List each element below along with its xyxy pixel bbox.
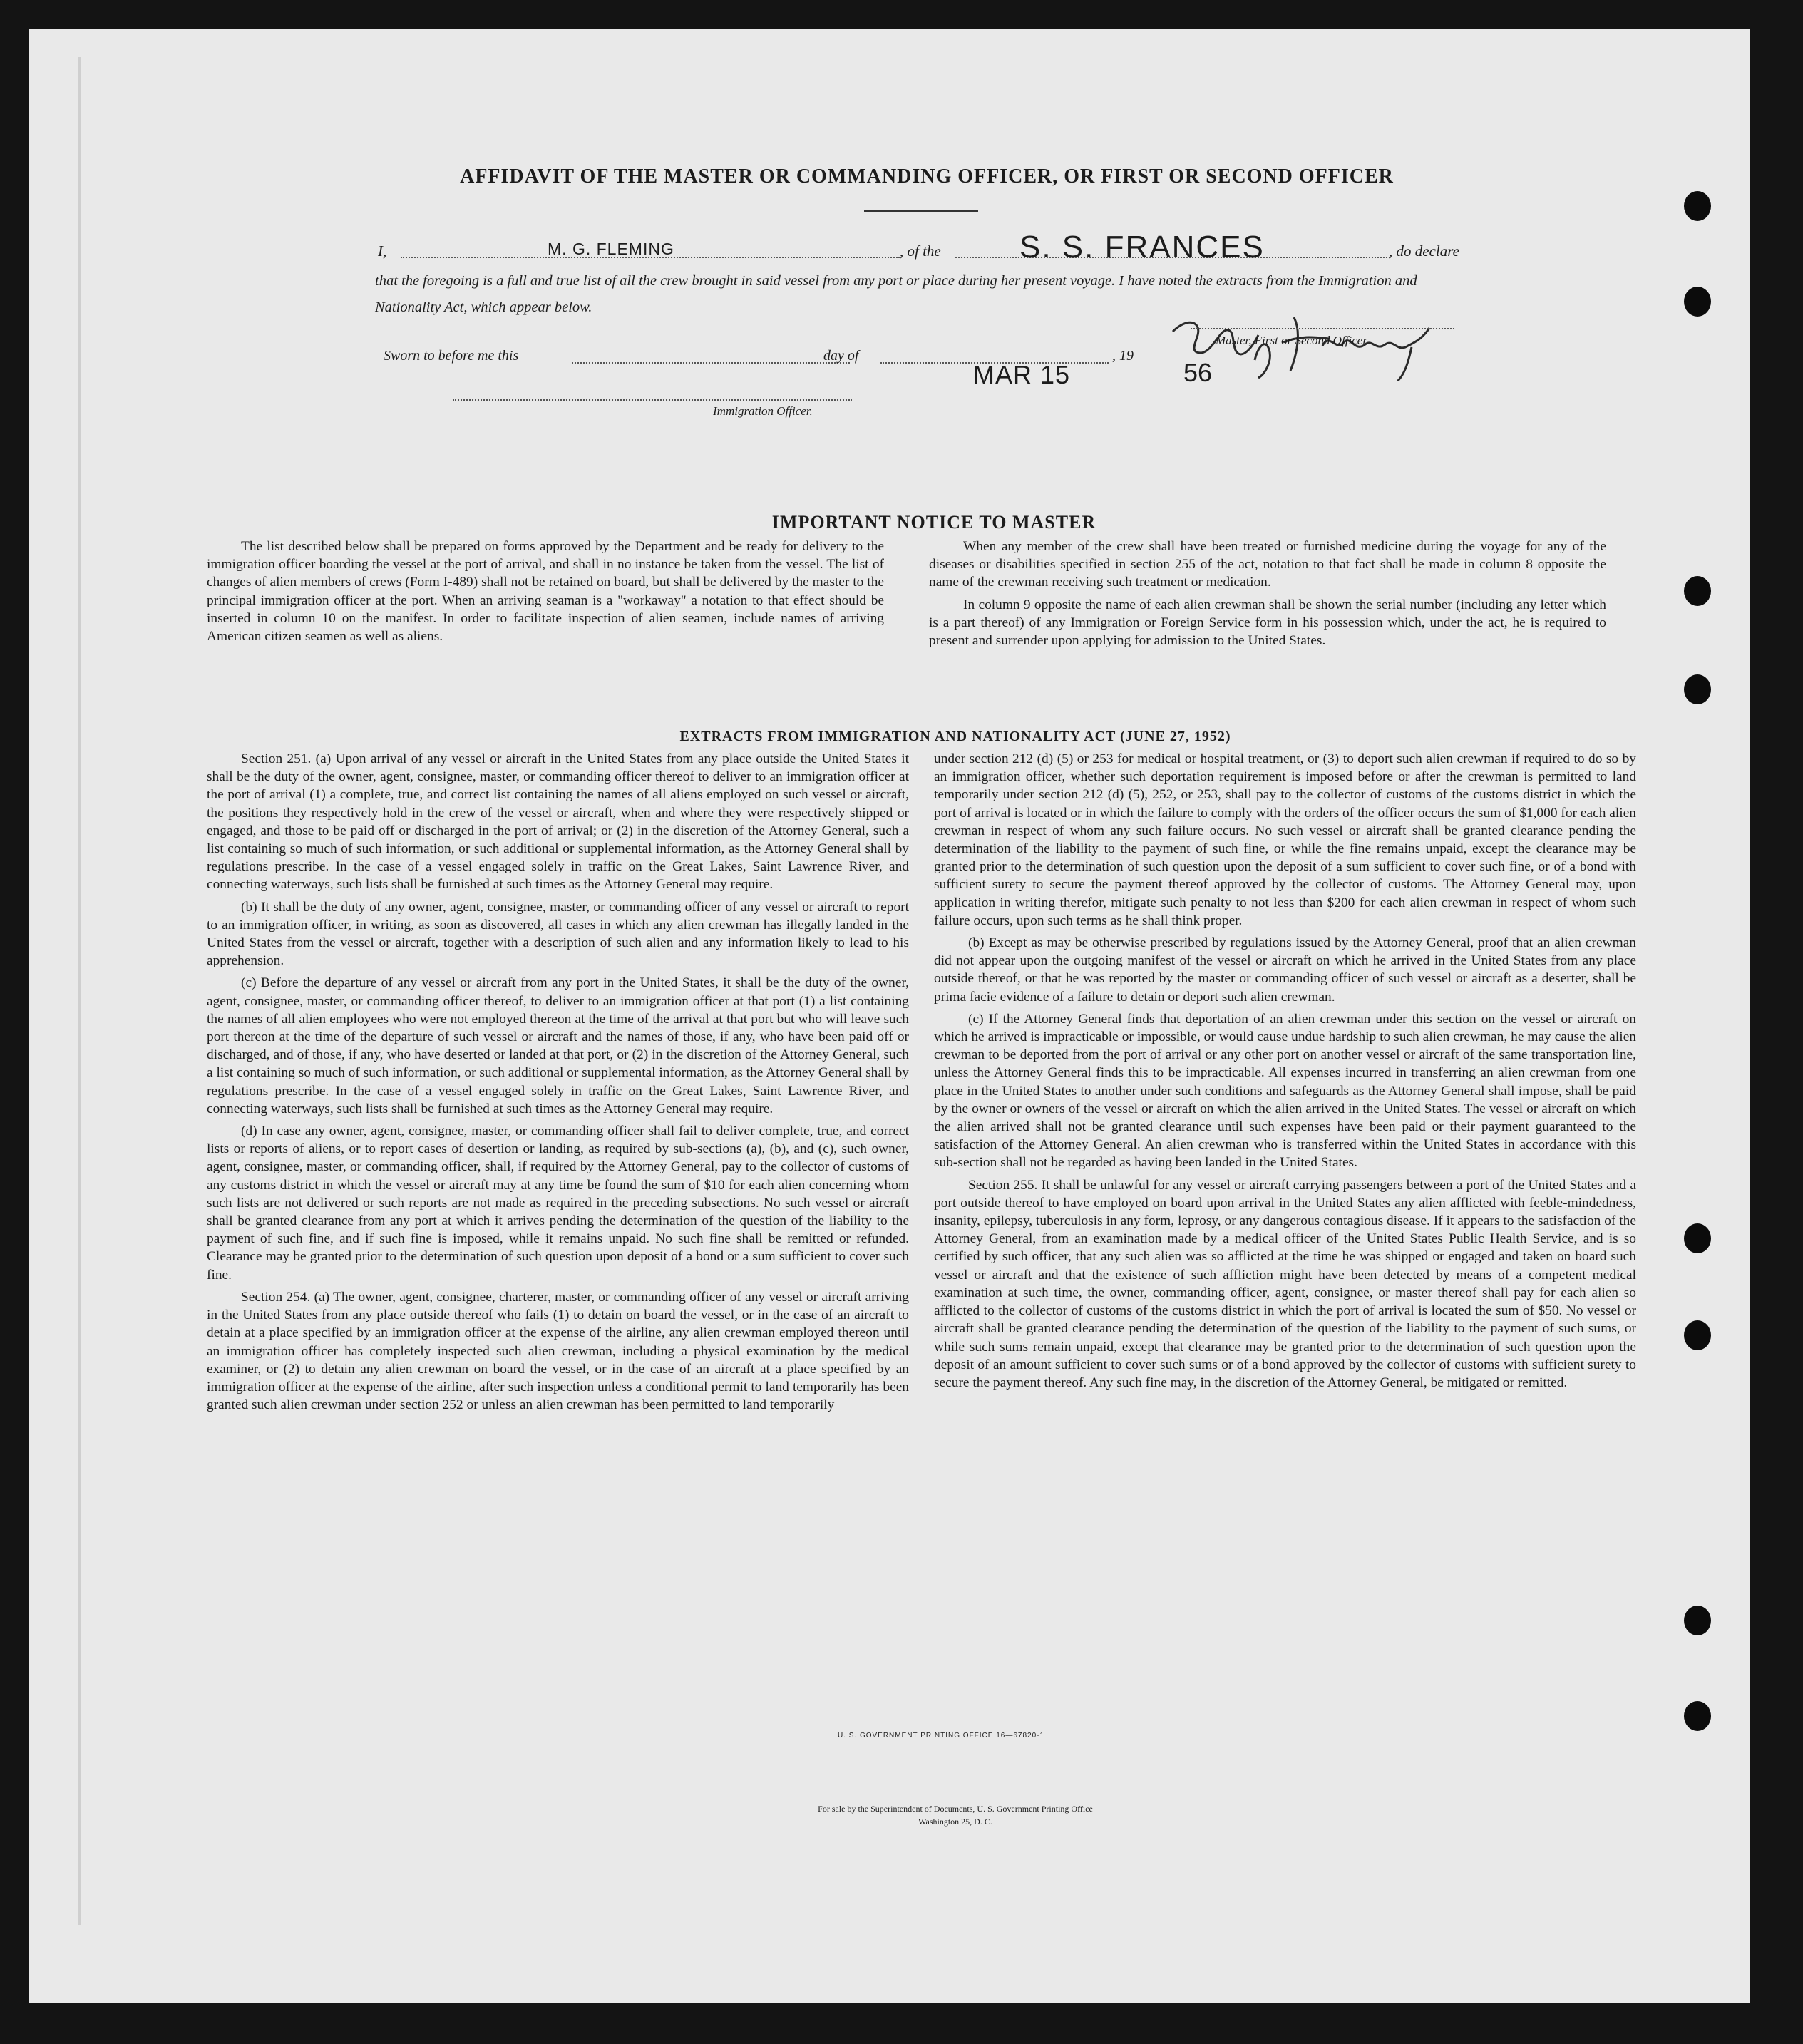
section-251c: (c) Before the departure of any vessel or aircraft from any port in the United States, it shall be the duty of the owner, agent, consignee, master, or commanding officer thereof, to deliver to an immigration officer at that port (1) a list containing the names of all alien employees who were not employed thereon at the time of the arrival at that port but who will leave such port thereon at the time of the departure of such vessel or aircraft and the names of those, if any, who have been paid off or discharged, and of those, if any, who have deserted or landed at that port, or (2) in the discretion of the Attorney General, such a list containing so much of such information, or such additional or supplemental information, as the Attorney General shall by regulations prescribe. In the case of a vessel engaged solely in traffic on the Great Lakes, Saint Lawrence River, and connecting waterways, such lists shall be furnished at such times as the Attorney General may require. (207, 975, 909, 1116)
sworn-day-line (572, 362, 850, 364)
section-254c: (c) If the Attorney General finds that deportation of an alien crewman under this section on the vessel or aircraft on which he arrived is impracticable or impossible, or would cause undue hardship to such alien crewman, he may cause the alien crewman to be deported from the port of arrival or any other port on another vessel or aircraft of the same transportation line, unless the Attorney General finds this to be impracticable. All expenses incurred in transferring an alien crewman from one place in the United States to another under such conditions and safeguards as the Attorney General shall impose, shall be paid by the owner or owners of the vessel or aircraft on which the alien arrived in the United States. The vessel or aircraft on which the alien arrived shall not be granted clearance until such expenses have been paid or their payment guaranteed to the satisfaction of the Attorney General. An alien crewman who is transferred within the United States in accordance with this sub-section shall not be regarded as having been landed in the United States. (934, 1011, 1636, 1171)
notice-left-paragraph: The list described below shall be prepared on forms approved by the Department and be ready for delivery to the immigration officer boarding the vessel at the port of arrival, and shall in no instance be taken from the vessel. The list of changes of alien members of crews (Form I-489) shall not be retained on board, but shall be delivered by the master to the principal immigration officer at the port. When an arriving seaman is a "workaway" a notation to that effect should be inserted in column 10 on the manifest. In order to facilitate inspection of alien seamen, include names of arriving American citizen seamen as well as aliens. (207, 539, 884, 644)
notice-title: IMPORTANT NOTICE TO MASTER (771, 512, 1096, 533)
section-251d: (d) In case any owner, agent, consignee, master, or commanding officer shall fail to deliver complete, true, and correct lists or reports of aliens, or to report cases of desertion or landing, as required by sub-sections (a), (b), and (c), such owner, agent, consignee, master, or commanding officer, shall, if required by the Attorney General, pay to the collector of customs of any customs district in which the vessel or aircraft may at any time be found the sum of $10 for each alien concerning whom such lists are not delivered or such reports are not made as required in the preceding subsections. No such vessel or aircraft shall be granted clearance from any port at which it arrives pending the determination of the question of the liability to the payment of such fine, and if such fine is imposed, while it remains unpaid. No such fine shall be remitted or refunded. Clearance may be granted prior to the determination of such question upon deposit of a bond or a sum sufficient to cover such fine. (207, 1124, 909, 1283)
master-name: M. G. FLEMING (548, 240, 674, 258)
sale-notice (635, 1802, 1276, 1828)
page-edge-shadow (78, 57, 81, 1925)
punch-hole (1684, 1701, 1711, 1731)
i-label: I, (378, 242, 387, 260)
officer-caption: Immigration Officer. (713, 404, 813, 418)
punch-hole (1684, 1320, 1711, 1350)
punch-hole (1684, 287, 1711, 317)
declaration-statement: that the foregoing is a full and true list of all the crew brought in said vessel from any port or place during her present voyage. I have noted the extracts from the Immigration and Nationality Act, which appear below. (375, 273, 1417, 315)
day-of-label: day of (823, 348, 859, 364)
of-the-label: , of the (900, 242, 941, 260)
notice-right-paragraph-1: When any member of the crew shall have been treated or furnished medicine during the voyage for any of the diseases or disabilities specified in section 255 of the act, notation to that fact shall be made in column 8 opposite the name of the crewman receiving such treatment or medication. (929, 539, 1606, 590)
punch-hole (1684, 674, 1711, 704)
form-page (29, 29, 1750, 2003)
punch-hole (1684, 191, 1711, 221)
sale-line-1: For sale by the Superintendent of Documents, U. S. Government Printing Office (818, 1804, 1093, 1814)
notice-right-paragraph-2: In column 9 opposite the name of each alien crewman shall be shown the serial number (including any letter which is a part thereof) of any Immigration or Foreign Service form in his possession which, under the act, he is required to present and surrender upon applying for admission to the United States. (929, 597, 1606, 649)
punch-hole (1684, 576, 1711, 606)
section-254a: Section 254. (a) The owner, agent, consignee, charterer, master, or commanding officer of any vessel or aircraft arriving in the United States from any place outside thereof who fails (1) to detain on board the vessel, or in the case of an aircraft to detain at a place specified by an immigration officer at the expense of the airline, any alien crewman employed thereon until an immigration officer has completely inspected such alien crewman, including a physical examination by the medical examiner, or (2) to detain any alien crewman on board the vessel, or in the case of an aircraft at a place specified by an immigration officer at the expense of the airline, after such inspection unless a conditional permit to land temporarily has been granted such alien crewman under section 252 or unless an alien crewman has been permitted to land temporarily (207, 1289, 909, 1413)
punch-hole (1684, 1223, 1711, 1253)
affidavit-title: AFFIDAVIT OF THE MASTER OR COMMANDING OFFICER, OR FIRST OR SECOND OFFICER (460, 165, 1394, 188)
extracts-right-column (934, 750, 1636, 1396)
master-caption: Master, First or Second Officer. (1216, 334, 1370, 347)
extracts-title: EXTRACTS FROM IMMIGRATION AND NATIONALITY ACT (JUNE 27, 1952) (679, 729, 1231, 744)
sale-line-2: Washington 25, D. C. (918, 1817, 992, 1827)
date-stamp: MAR 15 (973, 360, 1071, 389)
gpo-imprint: U. S. GOVERNMENT PRINTING OFFICE 16—67820-1 (837, 1732, 1045, 1740)
do-declare-label: , do declare (1389, 242, 1459, 260)
sworn-label: Sworn to before me this (384, 348, 519, 364)
section-251a: Section 251. (a) Upon arrival of any vessel or aircraft in the United States from any place outside the United States it shall be the duty of the owner, agent, consignee, master, or commanding officer thereof to deliver to an immigration officer at the port of arrival (1) a complete, true, and correct list containing the names of all aliens employed on such vessel or aircraft, the positions they respectively hold in the crew of the vessel or aircraft, when and where they were respectively shipped or engaged, and those to be paid off or discharged in the port of arrival; or (2) in the discretion of the Attorney General, such a list containing so much of such information, or such additional or supplemental information, as the Attorney General shall by regulations prescribe. In the case of a vessel engaged solely in traffic on the Great Lakes, Saint Lawrence River, and connecting waterways, such lists shall be furnished at such times as the Attorney General may require. (207, 751, 909, 893)
section-254b: (b) Except as may be otherwise prescribed by regulations issued by the Attorney General, proof that an alien crewman did not appear upon the outgoing manifest of the vessel or aircraft on which he arrived in the United States from any place outside thereof, or that he was reported by the master or commanding officer of such vessel or aircraft as a deserter, shall be prima facie evidence of a failure to detain or deport such alien crewman. (934, 935, 1636, 1005)
year-value: 56 (1183, 358, 1213, 387)
notice-right-column (929, 538, 1606, 654)
notice-left-column (207, 538, 884, 649)
year-prefix: , 19 (1112, 348, 1134, 364)
signature-line (1191, 328, 1454, 329)
extracts-left-column (207, 750, 909, 1418)
officer-line (453, 399, 852, 401)
section-254a-continued: under section 212 (d) (5) or 253 for medical or hospital treatment, or (3) to deport such alien crewman if required to do so by an immigration officer, whether such deportation requirement is imposed before or after the crewman is permitted to land temporarily under section 212 (d) (5), 252, or 253, shall pay to the collector of customs of the customs district in which the port of arrival is located or in which the failure to comply with the orders of the officer occurs the sum of $1,000 for each alien crewman in respect of whom any such failure occurs. No such vessel or aircraft shall be granted clearance pending the determination of the liability to the payment of such fine, or while the fine remains unpaid, except the clearance may be granted prior to the determination of such question upon the deposit of a sum sufficient to cover such fine, or of a bond with sufficient surety to secure the payment thereof approved by the collector of customs. The Attorney General may, upon application in writing therefor, mitigate such penalty to not less than $200 for each alien crewman in respect of whom such failure occurs, upon such terms as he shall think proper. (934, 751, 1636, 928)
punch-hole (1684, 1606, 1711, 1635)
title-rule (864, 210, 978, 212)
section-251b: (b) It shall be the duty of any owner, agent, consignee, master, or commanding officer of any vessel or aircraft to report to an immigration officer, in writing, as soon as discovered, all cases in which any alien crewman has illegally landed in the United States from the vessel or aircraft, together with a description of such alien and any information likely to lead to his apprehension. (207, 899, 909, 969)
vessel-name: S. S. FRANCES (1019, 230, 1265, 265)
section-255: Section 255. It shall be unlawful for any vessel or aircraft carrying passengers between a port of the United States and a port outside thereof to have employed on board upon arrival in the United States any alien afflicted with feeble-mindedness, insanity, epilepsy, tuberculosis in any form, leprosy, or any dangerous contagious disease. If it appears to the satisfaction of the Attorney General, from an examination made by a medical officer of the United States Public Health Service, and is so certified by such officer, that any such alien was so afflicted at the time he was shipped or engaged and taken on board such vessel or aircraft and that the existence of such affliction might have been detected by means of a competent medical examination at such time, the owner, commanding officer, agent, consignee, or master thereof shall pay for each alien so afflicted to the collector of customs of the customs district in which the port of arrival is located the sum of $50. No vessel or aircraft shall be granted clearance pending the determination of the question of the liability to the payment of such sums, or while such sums remain unpaid, except that clearance may be granted prior to the determination of such question upon the deposit of an amount sufficient to cover such sums or of a bond approved by the collector of customs with sufficient surety to secure the payment thereof. Any such fine may, in the discretion of the Attorney General, be mitigated or remitted. (934, 1177, 1636, 1390)
